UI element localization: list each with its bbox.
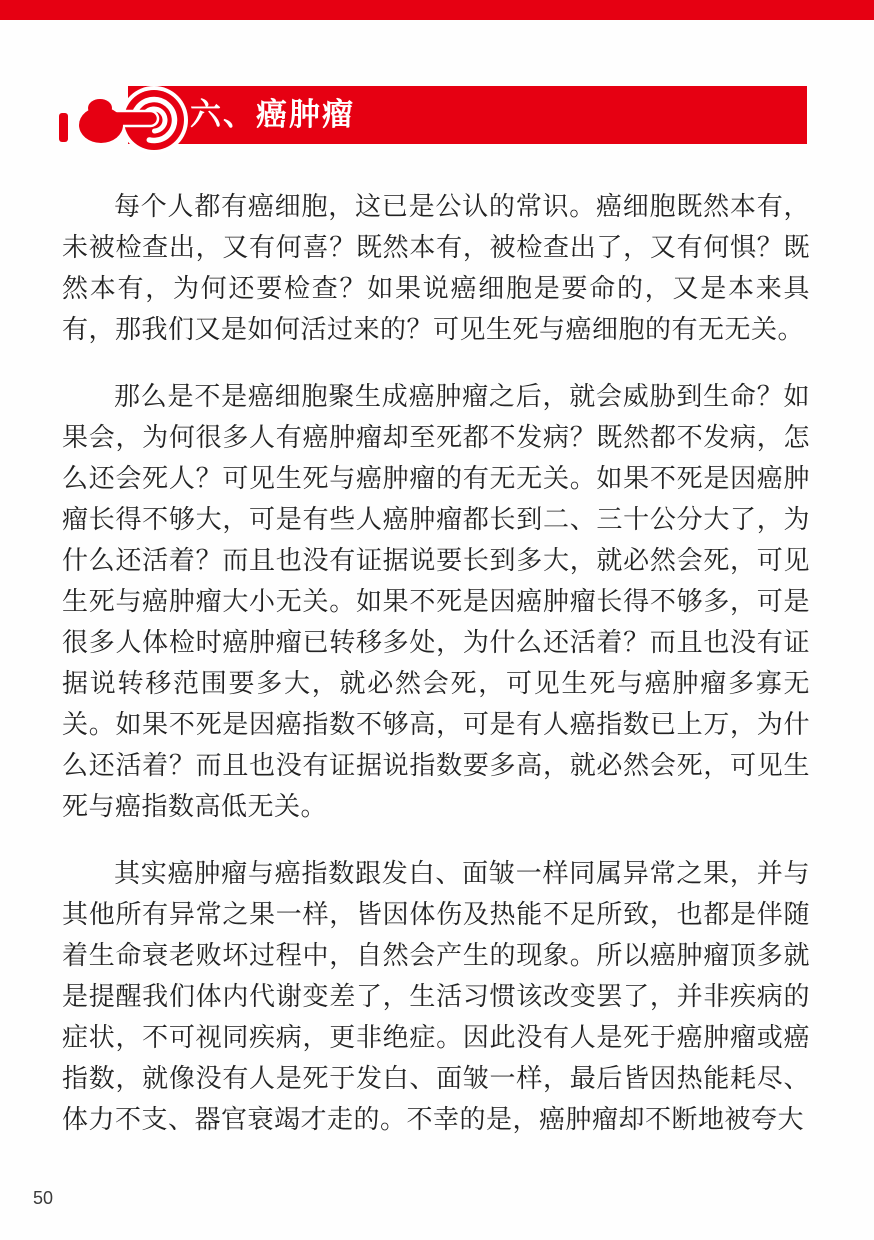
paragraph-2: 那么是不是癌细胞聚生成癌肿瘤之后，就会威胁到生命？如果会，为何很多人有癌肿瘤却至死都不发病？既然都不发病，怎么还会死人？可见生死与癌肿瘤的有无无关。如果不死是因癌肿瘤长得不够大，可是有些人癌肿瘤都长到二、三十公分大了，为什么还活着？而且也没有证据说要长到多大，就必然会死，可见生死与癌肿瘤大小无关。如果不死是因癌肿瘤长得不够多，可是很多人体检时癌肿瘤已转移多处，为什么还活着？而且也没有证据说转移范围要多大，就必然会死，可见生死与癌肿瘤多寡无关。如果不死是因癌指数不够高，可是有人癌指数已上万，为什么还活着？而且也没有证据说指数要多高，就必然会死，可见生死与癌指数高低无关。 (62, 381, 810, 821)
top-red-bar (0, 0, 874, 20)
page-number: 50 (33, 1188, 54, 1208)
section-banner (128, 86, 807, 144)
pointing-hand-target-icon (56, 84, 192, 156)
paragraph-1: 每个人都有癌细胞，这已是公认的常识。癌细胞既然本有，未被检查出，又有何喜？既然本有，被检查出了，又有何惧？既然本有，为何还要检查？如果说癌细胞是要命的，又是本来具有，那我们又是如何活过来的？可见生死与癌细胞的有无无关。 (62, 191, 810, 344)
body-text (62, 186, 810, 1166)
paragraph-3: 其实癌肿瘤与癌指数跟发白、面皱一样同属异常之果，并与其他所有异常之果一样，皆因体伤及热能不足所致，也都是伴随着生命衰老败坏过程中，自然会产生的现象。所以癌肿瘤顶多就是提醒我们体内代谢变差了，生活习惯该改变罢了，并非疾病的症状，不可视同疾病，更非绝症。因此没有人是死于癌肿瘤或癌指数，就像没有人是死于发白、面皱一样，最后皆因热能耗尽、体力不支、器官衰竭才走的。不幸的是，癌肿瘤却不断地被夸大 (62, 858, 810, 1134)
section-title: 六、癌肿瘤 (190, 97, 355, 132)
